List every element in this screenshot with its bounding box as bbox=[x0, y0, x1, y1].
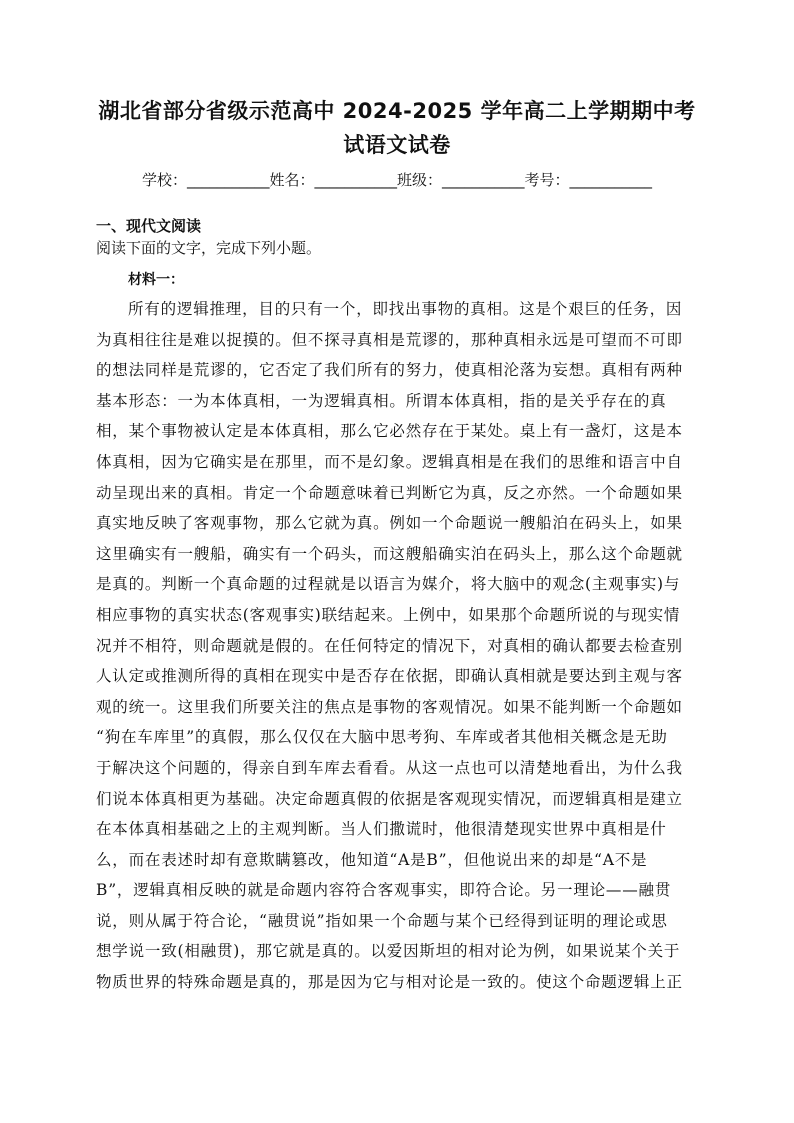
paragraph-line: 为真相往往是难以捉摸的。但不探寻真相是荒谬的，那种真相永远是可望而不可即 bbox=[96, 330, 683, 349]
paragraph-line: 所有的逻辑推理，目的只有一个，即找出事物的真相。这是个艰巨的任务，因 bbox=[128, 300, 683, 318]
material-one-paragraph bbox=[96, 294, 698, 998]
paragraph-line: 基本形态：一为本体真相，一为逻辑真相。所谓本体真相，指的是关乎存在的真 bbox=[96, 391, 667, 410]
paragraph-line: 说，则从属于符合论，“融贯说”指如果一个命题与某个已经得到证明的理论或思 bbox=[96, 911, 668, 930]
paragraph-line: 况并不相符，则命题就是假的。在任何特定的情况下，对真相的确认都要去检查别 bbox=[96, 636, 683, 655]
paragraph-line: 体真相，因为它确实是在那里，而不是幻象。逻辑真相是在我们的思维和语言中自 bbox=[96, 452, 683, 471]
paragraph-line: B”，逻辑真相反映的就是命题内容符合客观事实，即符合论。另一理论——融贯 bbox=[96, 881, 672, 900]
section-heading: 一、现代文阅读 bbox=[96, 217, 202, 235]
paragraph-line: 物质世界的特殊命题是真的，那是因为它与相对论是一致的。使这个命题逻辑上正 bbox=[96, 973, 683, 992]
material-label: 材料一： bbox=[128, 272, 184, 288]
paragraph-line: 观的统一。这里我们所要关注的焦点是事物的客观情况。如果不能判断一个命题如 bbox=[96, 697, 683, 716]
paragraph-line: “狗在车库里”的真假，那么仅仅在大脑中思考狗、车库或者其他相关概念是无助 bbox=[96, 728, 668, 747]
paragraph-line: 动呈现出来的真相。肯定一个命题意味着已判断它为真，反之亦然。一个命题如果 bbox=[96, 483, 683, 502]
paragraph-line: 的想法同样是荒谬的，它否定了我们所有的努力，使真相沦落为妄想。真相有两种 bbox=[96, 361, 683, 380]
paragraph-line: 想学说一致(相融贯)，那它就是真的。以爱因斯坦的相对论为例，如果说某个关于 bbox=[96, 942, 681, 961]
paragraph-line: 们说本体真相更为基础。决定命题真假的依据是客观现实情况，而逻辑真相是建立 bbox=[96, 789, 683, 808]
paragraph-line: 么，而在表述时却有意欺瞒篡改，他知道“A是B”，但他说出来的却是“A不是 bbox=[96, 850, 648, 869]
paragraph-line: 这里确实有一艘船，确实有一个码头，而这艘船确实泊在码头上，那么这个命题就 bbox=[96, 544, 683, 563]
paragraph-line: 相，某个事物被认定是本体真相，那么它必然存在于某处。桌上有一盏灯，这是本 bbox=[96, 422, 683, 441]
student-info-line: 学校：___________姓名：___________班级：___________考号：___________ bbox=[141, 171, 652, 189]
reading-instruction: 阅读下面的文字，完成下列小题。 bbox=[96, 239, 322, 257]
paragraph-line: 是真的。判断一个真命题的过程就是以语言为媒介，将大脑中的观念(主观事实)与 bbox=[96, 575, 681, 594]
paragraph-line: 人认定或推测所得的真相在现实中是否存在依据，即确认真相就是要达到主观与客 bbox=[96, 667, 683, 686]
paragraph-line: 在本体真相基础之上的主观判断。当人们撒谎时，他很清楚现实世界中真相是什 bbox=[96, 820, 667, 839]
paragraph-line: 于解决这个问题的，得亲自到车库去看看。从这一点也可以清楚地看出，为什么我 bbox=[96, 758, 683, 777]
paragraph-line: 真实地反映了客观事物，那么它就为真。例如一个命题说一艘船泊在码头上，如果 bbox=[96, 514, 683, 533]
document-title: 湖北省部分省级示范高中 2024-2025 学年高二上学期期中考试语文试卷 bbox=[98, 99, 696, 157]
paragraph-line: 相应事物的真实状态(客观事实)联结起来。上例中，如果那个命题所说的与现实情 bbox=[96, 605, 681, 624]
